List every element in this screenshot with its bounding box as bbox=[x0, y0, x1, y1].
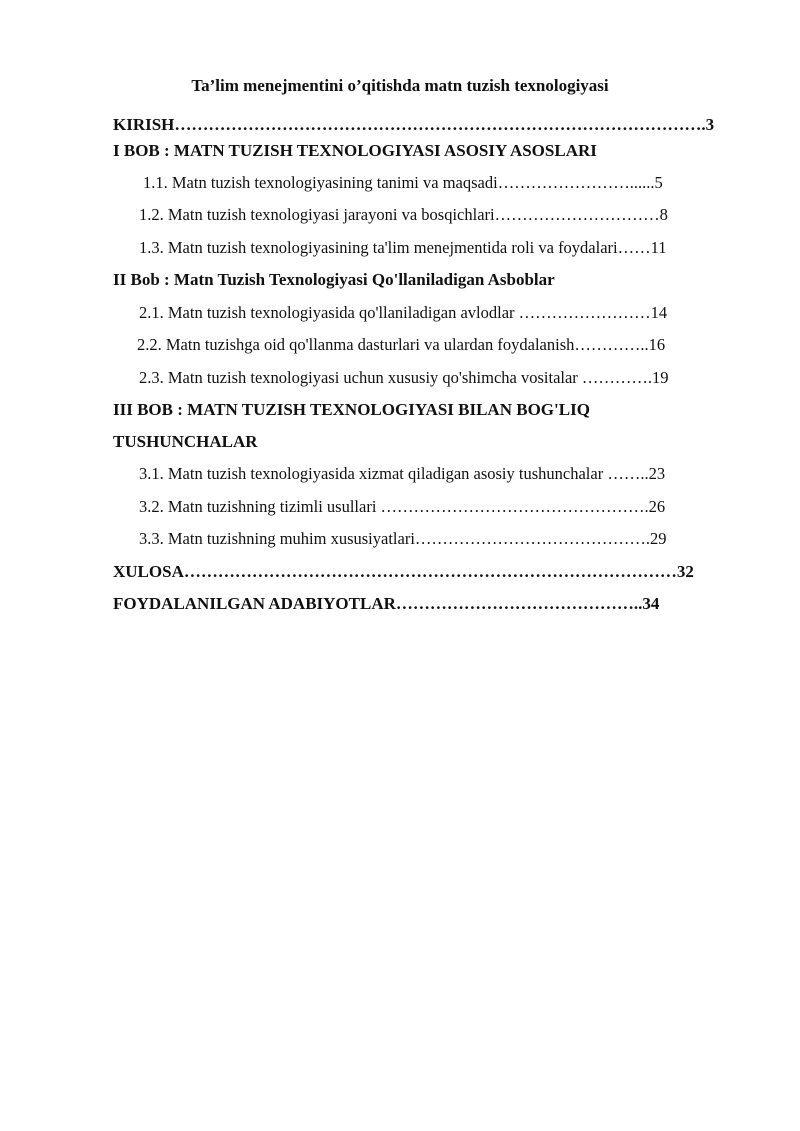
document-title: Ta’lim menejmentini o’qitishda matn tuzish texnologiyasi bbox=[191, 76, 609, 95]
toc-chapter-3-heading-line1: III BOB : MATN TUZISH TEXNOLOGIYASI BILAN BOG'LIQ bbox=[113, 400, 590, 419]
toc-entry-1-3: 1.3. Matn tuzish texnologiyasining ta'lim menejmentida roli va foydalari……11 bbox=[139, 238, 667, 257]
toc-entry-2-2: 2.2. Matn tuzishga oid qo'llanma dasturlari va ulardan foydalanish…………..16 bbox=[137, 335, 666, 354]
toc-entry-kirish: KIRISH………………………………………………………………………………….3 bbox=[113, 115, 715, 134]
toc-entry-1-2: 1.2. Matn tuzish texnologiyasi jarayoni va bosqichlari…………………………8 bbox=[139, 205, 668, 224]
toc-entry-adabiyotlar: FOYDALANILGAN ADABIYOTLAR……………………………………..34 bbox=[113, 594, 660, 613]
toc-entry-2-3: 2.3. Matn tuzish texnologiyasi uchun xususiy qo'shimcha vositalar ………….19 bbox=[139, 368, 669, 387]
toc-entry-3-2: 3.2. Matn tuzishning tizimli usullari ………………………………………….26 bbox=[139, 497, 666, 516]
toc-entry-3-3: 3.3. Matn tuzishning muhim xususiyatlari…………………………………….29 bbox=[139, 529, 667, 548]
toc-entry-3-1: 3.1. Matn tuzish texnologiyasida xizmat qiladigan asosiy tushunchalar ……..23 bbox=[139, 464, 666, 483]
toc-chapter-1-heading: I BOB : MATN TUZISH TEXNOLOGIYASI ASOSIY ASOSLARI bbox=[113, 141, 597, 160]
toc-entry-2-1: 2.1. Matn tuzish texnologiyasida qo'llaniladigan avlodlar ……………………14 bbox=[139, 303, 668, 322]
toc-chapter-2-heading: II Bob : Matn Tuzish Texnologiyasi Qo'llaniladigan Asboblar bbox=[113, 270, 555, 289]
toc-chapter-3-heading-line2: TUSHUNCHALAR bbox=[113, 432, 258, 451]
toc-entry-1-1: 1.1. Matn tuzish texnologiyasining tanimi va maqsadi……………………......5 bbox=[143, 173, 663, 192]
toc-entry-xulosa: XULOSA……………………………………………………………………………32 bbox=[113, 562, 694, 581]
